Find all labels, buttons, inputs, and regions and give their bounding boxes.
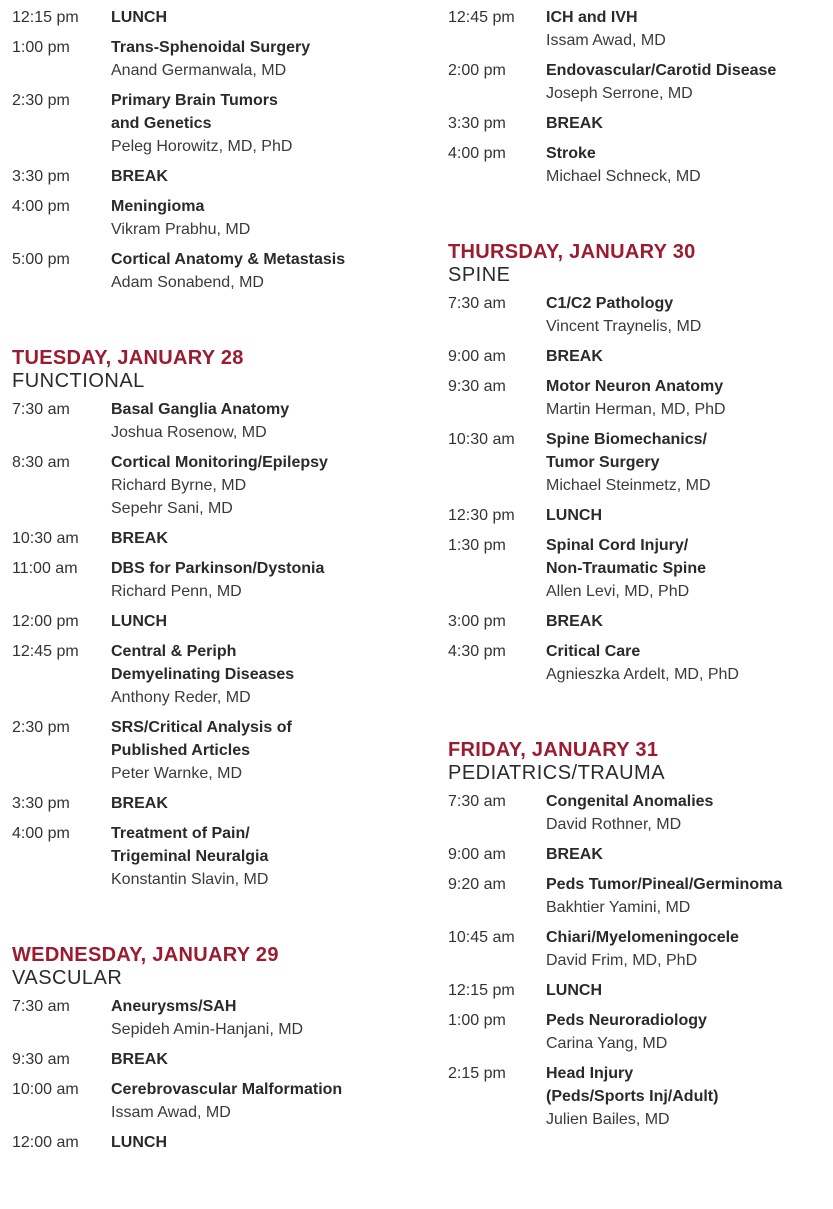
session-info <box>546 59 833 105</box>
session-title: Spinal Cord Injury/ <box>546 537 689 554</box>
session-title: Motor Neuron Anatomy <box>546 378 724 395</box>
session-info <box>546 610 833 633</box>
day-section-thursday <box>448 240 833 286</box>
session-time: 7:30 am <box>12 401 70 418</box>
schedule-entry <box>448 292 833 338</box>
track-title: PEDIATRICS/TRAUMA <box>448 762 666 784</box>
session-time: 3:30 pm <box>12 795 70 812</box>
schedule-entry <box>448 873 833 919</box>
session-title: BREAK <box>111 168 168 185</box>
speaker-name: Agnieszka Ardelt, MD, PhD <box>546 666 739 683</box>
session-info <box>111 6 422 29</box>
session-info <box>111 89 422 158</box>
day-section-wednesday <box>12 943 422 989</box>
schedule-list <box>12 398 422 891</box>
session-info <box>111 1078 422 1124</box>
schedule-entry <box>448 610 833 633</box>
session-title: Peds Tumor/Pineal/Germinoma <box>546 876 783 893</box>
session-title: Meningioma <box>111 198 205 215</box>
schedule-entry <box>448 59 833 105</box>
schedule-entry <box>448 534 833 603</box>
speaker-name: Issam Awad, MD <box>111 1104 231 1121</box>
session-title: BREAK <box>546 846 603 863</box>
speaker-name: Vikram Prabhu, MD <box>111 221 251 238</box>
session-title: Chiari/Myelomeningocele <box>546 929 739 946</box>
speaker-name: Adam Sonabend, MD <box>111 274 264 291</box>
session-time: 7:30 am <box>448 793 506 810</box>
session-title: Cerebrovascular Malformation <box>111 1081 343 1098</box>
session-info <box>546 112 833 135</box>
session-title: LUNCH <box>546 507 602 524</box>
schedule-entry <box>12 1131 422 1154</box>
session-time: 9:30 am <box>448 378 506 395</box>
session-title: Tumor Surgery <box>546 454 660 471</box>
session-info <box>111 716 422 785</box>
schedule-entry <box>12 527 422 550</box>
schedule-list <box>448 6 833 188</box>
session-title: Trigeminal Neuralgia <box>111 848 269 865</box>
session-time: 2:30 pm <box>12 92 70 109</box>
schedule-entry <box>12 398 422 444</box>
speaker-name: Anthony Reder, MD <box>111 689 251 706</box>
session-info <box>111 792 422 815</box>
session-info <box>546 979 833 1002</box>
session-title: BREAK <box>111 795 168 812</box>
session-title: Central & Periph <box>111 643 237 660</box>
schedule-entry <box>12 248 422 294</box>
schedule-entry <box>448 112 833 135</box>
schedule-entry <box>448 790 833 836</box>
speaker-name: Carina Yang, MD <box>546 1035 668 1052</box>
session-title: Critical Care <box>546 643 641 660</box>
schedule-entry <box>12 1078 422 1124</box>
session-title: LUNCH <box>111 9 167 26</box>
speaker-name: Peleg Horowitz, MD, PhD <box>111 138 293 155</box>
session-title: Spine Biomechanics/ <box>546 431 707 448</box>
session-title: Basal Ganglia Anatomy <box>111 401 290 418</box>
session-time: 12:45 pm <box>448 9 515 26</box>
session-info <box>111 248 422 294</box>
session-time: 10:30 am <box>12 530 79 547</box>
schedule-entry <box>448 926 833 972</box>
schedule-list <box>448 292 833 686</box>
session-time: 10:30 am <box>448 431 515 448</box>
schedule-entry <box>12 1048 422 1071</box>
session-time: 7:30 am <box>448 295 506 312</box>
day-heading: TUESDAY, JANUARY 28 <box>12 347 244 369</box>
session-title: BREAK <box>546 348 603 365</box>
session-info <box>111 527 422 550</box>
schedule-entry <box>12 610 422 633</box>
session-time: 12:45 pm <box>12 643 79 660</box>
schedule-entry <box>12 716 422 785</box>
schedule-entry <box>448 843 833 866</box>
session-info <box>546 504 833 527</box>
schedule-list <box>12 995 422 1154</box>
speaker-name: Joseph Serrone, MD <box>546 85 693 102</box>
session-time: 5:00 pm <box>12 251 70 268</box>
session-info <box>546 790 833 836</box>
schedule-entry <box>448 6 833 52</box>
track-title: VASCULAR <box>12 967 123 989</box>
session-time: 9:20 am <box>448 876 506 893</box>
schedule-entry <box>448 1009 833 1055</box>
day-heading: THURSDAY, JANUARY 30 <box>448 241 696 263</box>
right-column <box>448 6 833 1138</box>
session-title: Head Injury <box>546 1065 634 1082</box>
session-time: 3:00 pm <box>448 613 506 630</box>
session-time: 4:00 pm <box>448 145 506 162</box>
session-title: BREAK <box>111 530 168 547</box>
session-title: Trans-Sphenoidal Surgery <box>111 39 311 56</box>
session-time: 9:30 am <box>12 1051 70 1068</box>
schedule-list <box>448 790 833 1131</box>
session-time: 3:30 pm <box>12 168 70 185</box>
speaker-name: Sepehr Sani, MD <box>111 500 233 517</box>
session-time: 10:45 am <box>448 929 515 946</box>
schedule-entry <box>12 640 422 709</box>
session-info <box>546 345 833 368</box>
session-title: Primary Brain Tumors <box>111 92 278 109</box>
session-info <box>111 610 422 633</box>
session-info <box>111 165 422 188</box>
session-title: ICH and IVH <box>546 9 638 26</box>
session-time: 4:30 pm <box>448 643 506 660</box>
session-info <box>546 843 833 866</box>
session-title: BREAK <box>546 115 603 132</box>
session-time: 10:00 am <box>12 1081 79 1098</box>
schedule-entry <box>448 640 833 686</box>
session-time: 9:00 am <box>448 846 506 863</box>
schedule-entry <box>12 451 422 520</box>
speaker-name: Michael Steinmetz, MD <box>546 477 711 494</box>
session-time: 2:30 pm <box>12 719 70 736</box>
session-title: Aneurysms/SAH <box>111 998 237 1015</box>
session-info <box>111 1048 422 1071</box>
session-info <box>546 375 833 421</box>
session-info <box>546 1009 833 1055</box>
speaker-name: Allen Levi, MD, PhD <box>546 583 690 600</box>
session-info <box>111 1131 422 1154</box>
schedule-entry <box>12 36 422 82</box>
session-title: C1/C2 Pathology <box>546 295 674 312</box>
session-info <box>546 873 833 919</box>
schedule-entry <box>448 504 833 527</box>
session-info <box>111 822 422 891</box>
session-time: 9:00 am <box>448 348 506 365</box>
speaker-name: Joshua Rosenow, MD <box>111 424 267 441</box>
schedule-entry <box>12 792 422 815</box>
session-title: Non-Traumatic Spine <box>546 560 707 577</box>
session-info <box>546 534 833 603</box>
session-info <box>111 195 422 241</box>
day-heading: FRIDAY, JANUARY 31 <box>448 739 659 761</box>
session-info <box>111 36 422 82</box>
session-title: Treatment of Pain/ <box>111 825 250 842</box>
session-time: 4:00 pm <box>12 198 70 215</box>
session-time: 12:00 pm <box>12 613 79 630</box>
schedule-entry <box>12 6 422 29</box>
schedule-entry <box>448 1062 833 1131</box>
session-info <box>111 995 422 1041</box>
session-title: LUNCH <box>546 982 602 999</box>
session-title: BREAK <box>546 613 603 630</box>
schedule-entry <box>448 345 833 368</box>
speaker-name: David Frim, MD, PhD <box>546 952 698 969</box>
session-title: Stroke <box>546 145 596 162</box>
session-time: 12:15 pm <box>12 9 79 26</box>
session-time: 1:30 pm <box>448 537 506 554</box>
schedule-entry <box>448 375 833 421</box>
session-info <box>546 6 833 52</box>
speaker-name: Konstantin Slavin, MD <box>111 871 269 888</box>
speaker-name: Vincent Traynelis, MD <box>546 318 702 335</box>
speaker-name: Issam Awad, MD <box>546 32 666 49</box>
session-time: 12:00 am <box>12 1134 79 1151</box>
session-title: and Genetics <box>111 115 212 132</box>
session-title: Demyelinating Diseases <box>111 666 295 683</box>
session-info <box>546 142 833 188</box>
session-time: 12:30 pm <box>448 507 515 524</box>
speaker-name: Bakhtier Yamini, MD <box>546 899 691 916</box>
schedule-entry <box>12 557 422 603</box>
day-heading: WEDNESDAY, JANUARY 29 <box>12 944 279 966</box>
session-title: BREAK <box>111 1051 168 1068</box>
session-info <box>546 1062 833 1131</box>
track-title: SPINE <box>448 264 511 286</box>
session-title: Published Articles <box>111 742 250 759</box>
session-info <box>546 428 833 497</box>
left-column <box>12 6 422 1161</box>
schedule-entry <box>448 428 833 497</box>
session-info <box>546 926 833 972</box>
speaker-name: David Rothner, MD <box>546 816 682 833</box>
schedule-list <box>12 6 422 294</box>
session-title: Cortical Anatomy & Metastasis <box>111 251 346 268</box>
session-time: 1:00 pm <box>448 1012 506 1029</box>
session-title: Congenital Anomalies <box>546 793 714 810</box>
schedule-entry <box>448 979 833 1002</box>
session-time: 12:15 pm <box>448 982 515 999</box>
speaker-name: Sepideh Amin-Hanjani, MD <box>111 1021 304 1038</box>
session-info <box>111 398 422 444</box>
session-time: 2:00 pm <box>448 62 506 79</box>
session-time: 4:00 pm <box>12 825 70 842</box>
session-title: Cortical Monitoring/Epilepsy <box>111 454 328 471</box>
speaker-name: Peter Warnke, MD <box>111 765 242 782</box>
speaker-name: Julien Bailes, MD <box>546 1111 670 1128</box>
session-info <box>546 640 833 686</box>
speaker-name: Richard Penn, MD <box>111 583 242 600</box>
session-title: (Peds/Sports Inj/Adult) <box>546 1088 719 1105</box>
session-time: 8:30 am <box>12 454 70 471</box>
speaker-name: Michael Schneck, MD <box>546 168 701 185</box>
schedule-entry <box>12 995 422 1041</box>
session-time: 11:00 am <box>12 560 78 577</box>
speaker-name: Martin Herman, MD, PhD <box>546 401 726 418</box>
speaker-name: Richard Byrne, MD <box>111 477 247 494</box>
day-section-tuesday <box>12 346 422 392</box>
session-title: SRS/Critical Analysis of <box>111 719 292 736</box>
schedule-entry <box>12 822 422 891</box>
schedule-entry <box>448 142 833 188</box>
session-time: 1:00 pm <box>12 39 70 56</box>
session-title: LUNCH <box>111 1134 167 1151</box>
session-info <box>111 451 422 520</box>
session-time: 3:30 pm <box>448 115 506 132</box>
schedule-entry <box>12 89 422 158</box>
track-title: FUNCTIONAL <box>12 370 145 392</box>
session-title: Endovascular/Carotid Disease <box>546 62 777 79</box>
session-title: LUNCH <box>111 613 167 630</box>
session-info <box>546 292 833 338</box>
session-time: 2:15 pm <box>448 1065 506 1082</box>
schedule-entry <box>12 195 422 241</box>
session-title: Peds Neuroradiology <box>546 1012 707 1029</box>
session-info <box>111 640 422 709</box>
session-title: DBS for Parkinson/Dystonia <box>111 560 325 577</box>
session-info <box>111 557 422 603</box>
schedule-entry <box>12 165 422 188</box>
day-section-friday <box>448 738 833 784</box>
speaker-name: Anand Germanwala, MD <box>111 62 287 79</box>
session-time: 7:30 am <box>12 998 70 1015</box>
